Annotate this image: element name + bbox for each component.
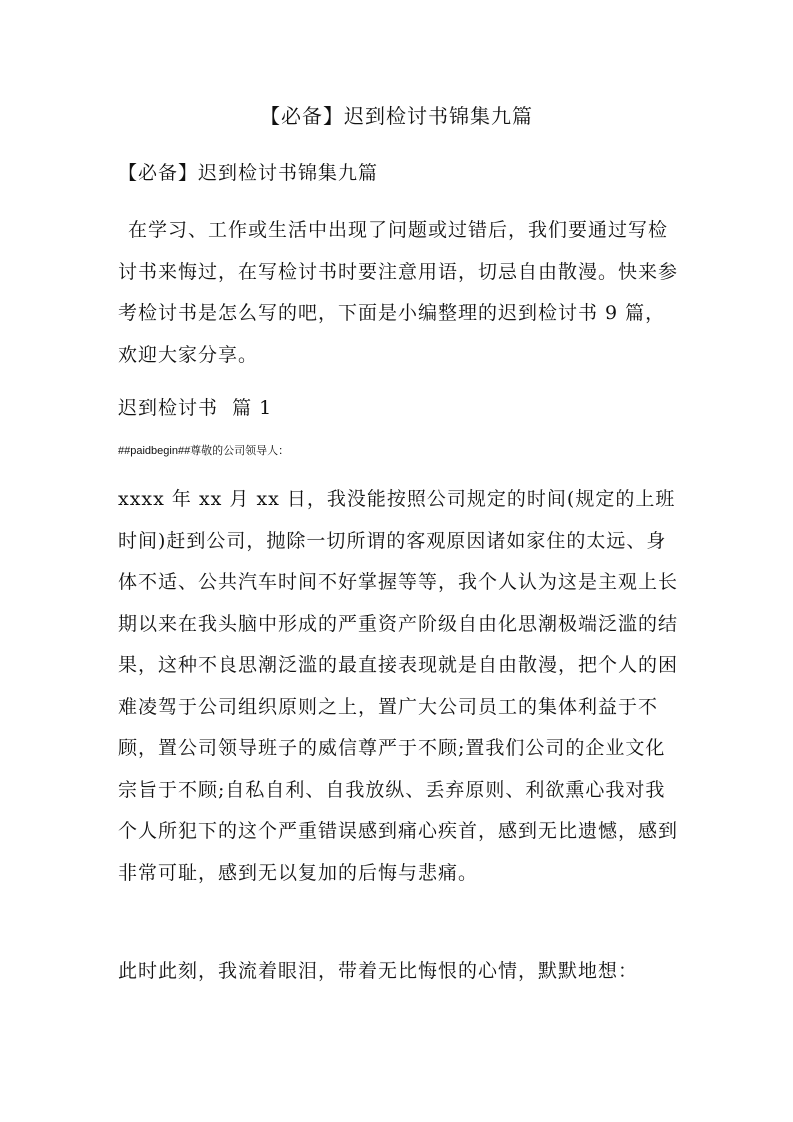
- salutation-line: ##paidbegin##尊敬的公司领导人：: [118, 445, 290, 457]
- section-heading: 迟到检讨书 篇 1: [118, 397, 273, 419]
- body-paragraph-2: 此时此刻，我流着眼泪，带着无比悔恨的心情，默默地想：: [118, 960, 639, 982]
- intro-paragraph: 在学习、工作或生活中出现了问题或过错后，我们要通过写检讨书来悔过，在写检讨书时要注意用语，切忌自由散漫。快来参考检讨书是怎么写的吧，下面是小编整理的迟到检讨书 9 篇，欢迎大家分享。: [118, 219, 679, 366]
- document-subtitle: 【必备】迟到检讨书锦集九篇: [118, 162, 379, 184]
- document-title: 【必备】迟到检讨书锦集九篇: [260, 104, 533, 128]
- body-paragraph-1: xxxx 年 xx 月 xx 日，我没能按照公司规定的时间(规定的上班时间)赶到公司，抛除一切所谓的客观原因诸如家住的太远、身体不适、公共汽车时间不好掌握等等，我个人认为这是主观上长期以来在我头脑中形成的严重资产阶级自由化思潮极端泛滥的结果，这种不良思潮泛滥的最直接表现就是自由散漫，把个人的困难凌驾于公司组织原则之上，置广大公司员工的集体利益于不顾，置公司领导班子的威信尊严于不顾;置我们公司的企业文化宗旨于不顾;自私自利、自我放纵、丢弃原则、利欲熏心我对我个人所犯下的这个严重错误感到痛心疾首，感到无比遗憾，感到非常可耻，感到无以复加的后悔与悲痛。: [118, 488, 679, 884]
